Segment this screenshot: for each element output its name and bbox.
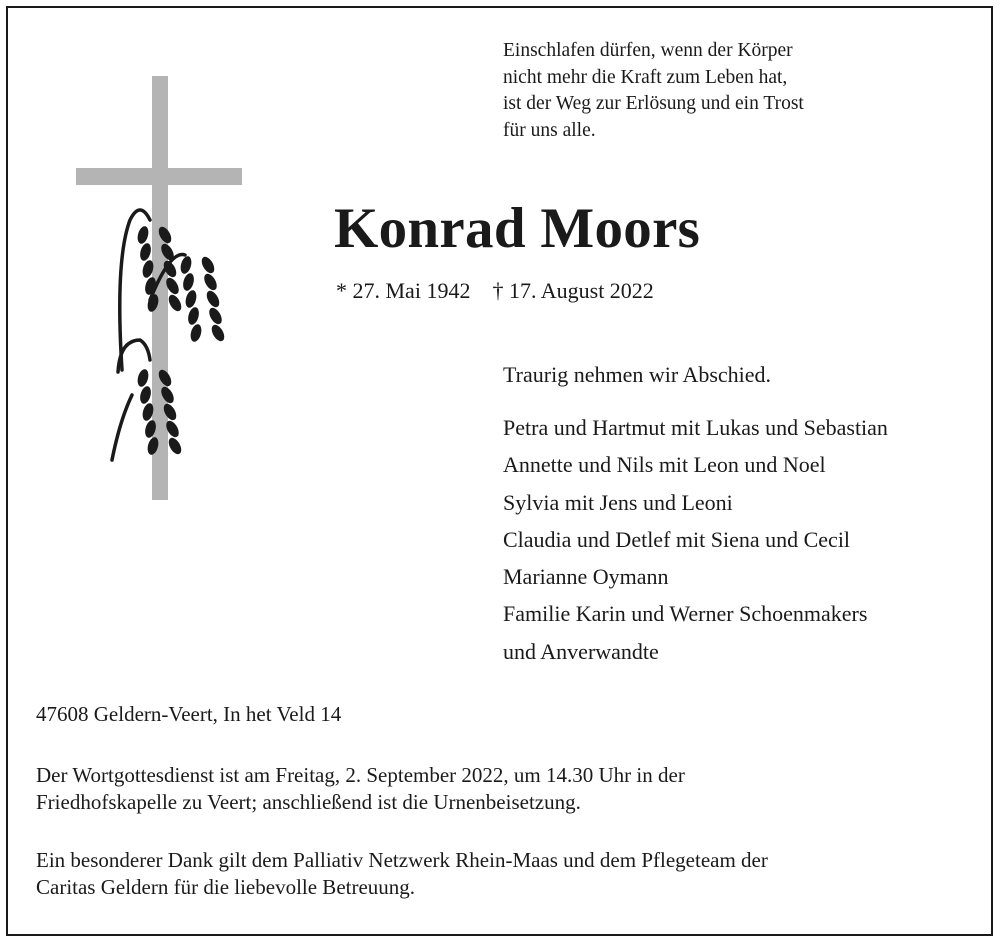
mourner: Claudia und Detlef mit Siena und Cecil: [503, 526, 851, 552]
mourner: Sylvia mit Jens und Leoni: [503, 489, 733, 515]
deceased-name: Konrad Moors: [334, 197, 701, 260]
cross-with-wheat-icon: [60, 60, 260, 510]
wheat-grain: [136, 225, 150, 245]
wheat-grain: [166, 293, 184, 314]
wheat-grain: [209, 323, 227, 344]
life-dates: [336, 278, 654, 304]
mourner: Marianne Oymann: [503, 564, 669, 590]
poem-line: Einschlafen dürfen, wenn der Körper: [503, 40, 793, 61]
poem-line: ist der Weg zur Erlösung und ein Trost: [503, 93, 804, 115]
cross-horizontal: [76, 168, 242, 185]
address: 47608 Geldern-Veert, In het Veld 14: [36, 702, 342, 726]
wheat-grain: [136, 368, 150, 388]
wheat-grain: [179, 255, 193, 275]
mourner: und Anverwandte: [503, 638, 659, 664]
farewell-line: Traurig nehmen wir Abschied.: [503, 362, 772, 387]
death-date: † 17. August 2022: [492, 278, 654, 303]
wheat-grain: [138, 242, 152, 262]
service-line: Der Wortgottesdienst ist am Freitag, 2. September 2022, um 14.30 Uhr in der: [36, 763, 685, 787]
service-line: Friedhofskapelle zu Veert; anschließend ist die Urnenbeisetzung.: [36, 790, 581, 814]
mourner: Petra und Hartmut mit Lukas und Sebastian: [503, 415, 888, 440]
thanks-note: [36, 847, 768, 901]
wheat-grain: [189, 323, 203, 343]
mourner: Annette und Nils mit Leon und Noel: [503, 452, 826, 478]
thanks-line: Ein besonderer Dank gilt dem Palliativ Netzwerk Rhein-Maas und dem Pflegeteam der: [36, 848, 768, 872]
wheat-grain: [204, 289, 222, 310]
poem-line: für uns alle.: [503, 120, 596, 142]
mourner: Familie Karin und Werner Schoenmakers: [503, 601, 868, 627]
birth-date: * 27. Mai 1942: [336, 278, 471, 303]
poem: [503, 38, 804, 145]
wheat-grain: [202, 272, 220, 293]
wheat-grain: [186, 306, 200, 326]
wheat-grain: [207, 306, 225, 327]
wheat-grain: [166, 436, 184, 457]
poem-line: nicht mehr die Kraft zum Leben hat,: [503, 66, 788, 88]
wheat-grain: [199, 255, 217, 276]
mourners-list: [503, 409, 888, 670]
wheat-grain: [184, 289, 198, 309]
wheat-grain: [181, 272, 195, 292]
wheat-grain: [138, 385, 152, 405]
service-info: [36, 762, 685, 816]
thanks-line: Caritas Geldern für die liebevolle Betreuung.: [36, 875, 416, 899]
